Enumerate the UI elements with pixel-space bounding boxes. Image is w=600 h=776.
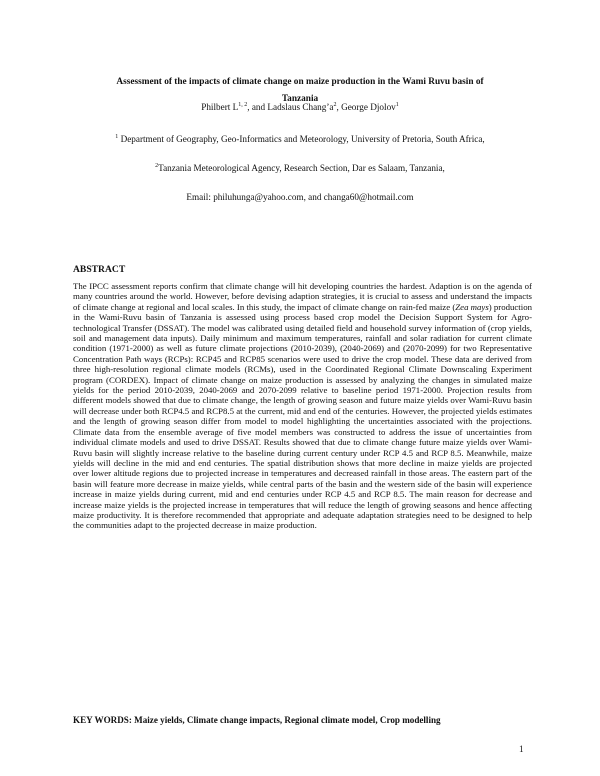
abstract-text-part-2: ) production in the Wami-Ruvu basin of Tanzania is assessed using process based crop model the Decision Support System for Agro-technological Transfer (DSSAT). The model was calibrated using detailed field and household survey information of (crop yields, soil and management data inputs). Daily minimum and maximum temperatures, rainfall and solar radiation for current climate condition (1971-2000) as well as future climate projections (2010-2039), (2040-2069) and (2070-2099) for two Representative Concentration Path ways (RCPs): RCP45 and RCP85 scenarios were used to drive the crop model. These data are derived from three high-resolution regional climate models (RCMs), used in the Coordinated Regional Climate Downscaling Experiment program (CORDEX). Impact of climate change on maize production is assessed by analyzing the changes in simulated maize yields for the period 2010-2039, 2040-2069 and 2070-2099 relative to baseline period 1971-2000. Projection results from different models showed that due to climate change, the length of growing season and future maize yields over Wami-Ruvu basin will decrease under both RCP4.5 and RCP8.5 at the current, mid and end of the centuries. However, the projected yields estimates and the length of growing season differ from model to model highlighting the uncertainties associated with the projections. Climate data from the ensemble average of five model members was constructed to address the issue of uncertainties from individual climate models and used to drive DSSAT. Results showed that due to climate change future maize yields over Wami-Ruvu basin will slightly increase relative to the baseline during current century under RCP 4.5 and RCP 8.5. Meanwhile, maize yields will decline in the mid and end centuries. The spatial distribution shows that more decline in maize yields are projected over lower altitude regions due to projected increase in temperatures and decreased rainfall in those areas. The eastern part of the basin will feature more decrease in maize yields, while central parts of the basin and the western side of the basin will experience increase in maize yields during current, mid and end centuries under RCP 4.5 and RCP 8.5. The main reason for decrease and increase maize yields is the projected increase in temperatures that will reduce the length of growing seasons and hence affecting maize productivity. It is therefore recommended that appropriate and adequate adaptation strategies need to be designed to help the communities adapt to the projected decrease in maize production. bbox=[73, 301, 532, 531]
title-line-1: Assessment of the impacts of climate change on maize production in the Wami Ruvu basin of bbox=[116, 77, 484, 87]
abstract-heading: ABSTRACT bbox=[73, 264, 126, 275]
author-1-affiliation-mark: 1, 2 bbox=[238, 102, 248, 108]
author-1: Philbert L bbox=[201, 102, 239, 112]
affiliation-1 bbox=[40, 133, 560, 145]
page-number: 1 bbox=[519, 744, 524, 754]
author-3-affiliation-mark: 1 bbox=[395, 102, 399, 108]
affiliation-1-mark: 1 bbox=[115, 134, 119, 140]
title-line-2: Tanzania bbox=[281, 94, 319, 104]
author-2-affiliation-mark: 2 bbox=[333, 102, 337, 108]
affiliation-2-mark: 2 bbox=[155, 163, 159, 169]
affiliation-2-text: Tanzania Meteorological Agency, Research Section, Dar es Salaam, Tanzania, bbox=[158, 163, 445, 173]
abstract-text-part-1: The IPCC assessment reports confirm that climate change will hit developing countries the hardest. Adaption is on the agenda of many countries around the world. However, before devising adaption strategies, it is crucial to assess and understand the impacts of climate change at regional and local scales. In this study, the impact of climate change on rain-fed maize ( bbox=[73, 281, 532, 312]
abstract-text bbox=[73, 281, 532, 531]
keywords: KEY WORDS: Maize yields, Climate change impacts, Regional climate model, Crop modelling bbox=[73, 715, 441, 725]
author-list bbox=[40, 101, 560, 113]
author-2: , and Ladslaus Chang’a bbox=[247, 102, 334, 112]
email-line: Email: philuhunga@yahoo.com, and changa60@hotmail.com bbox=[186, 192, 414, 202]
affiliation-2 bbox=[40, 162, 560, 174]
author-3: , George Djolov bbox=[336, 102, 396, 112]
species-name: Zea mays bbox=[455, 301, 489, 312]
affiliation-1-text: Department of Geography, Geo-Informatics and Meteorology, University of Pretoria, South Africa, bbox=[118, 134, 485, 144]
